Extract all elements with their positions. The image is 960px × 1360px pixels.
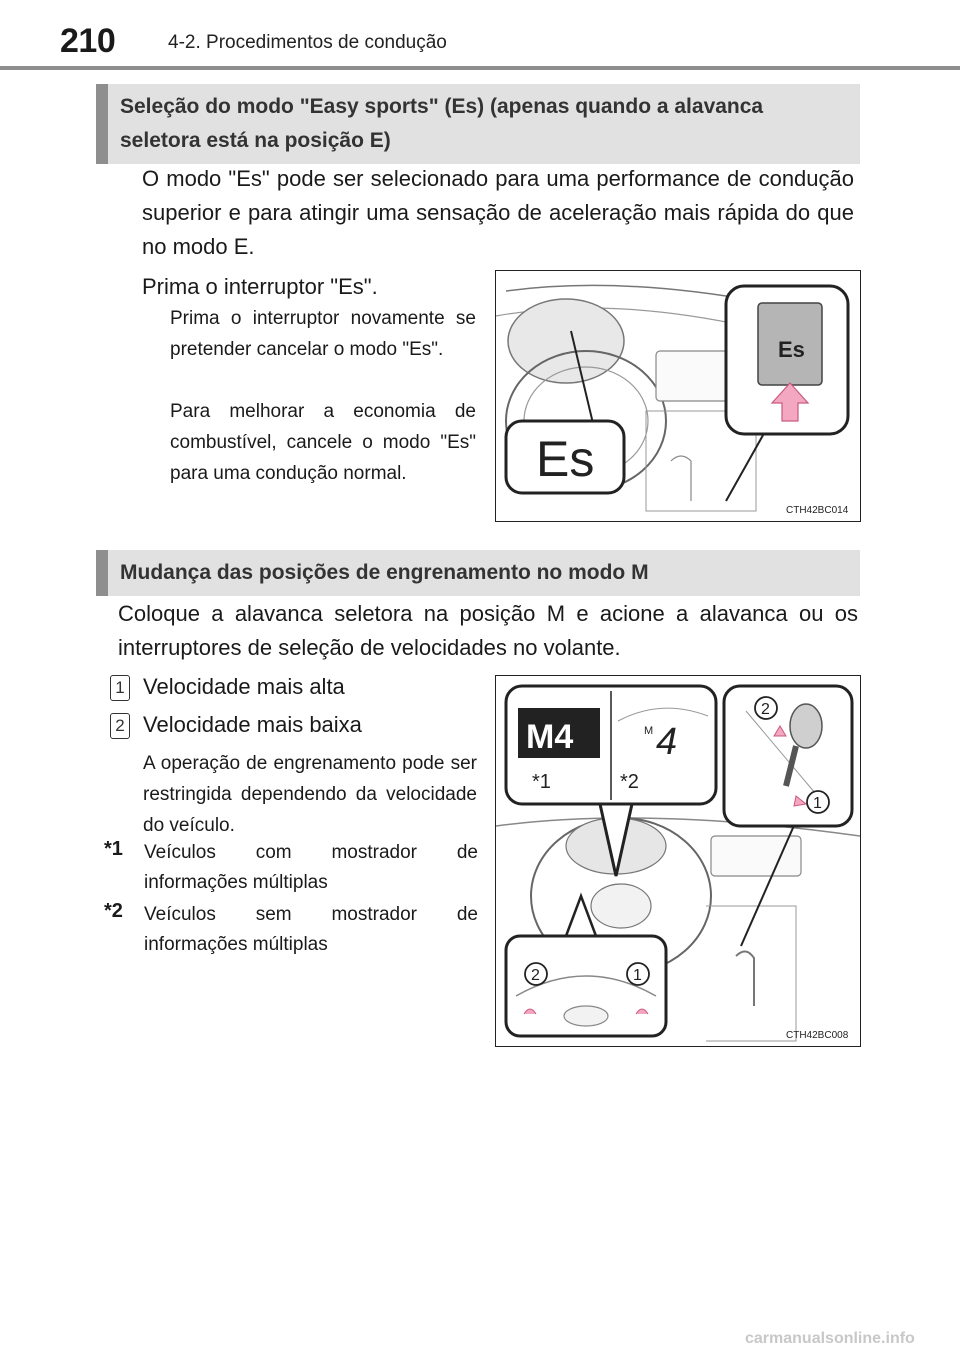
display-4-big: 4 <box>656 721 678 763</box>
display-m4: M4 <box>526 718 574 756</box>
gear-restriction-note: A operação de engrenamento pode ser restringida dependendo da velocidade do veículo. <box>143 753 477 836</box>
es-switch-label: Es <box>778 337 805 362</box>
star-2: *2 <box>620 771 639 793</box>
m-mode-paragraph: Coloque a alavanca seletora na posição M e acione a alavanca ou os interruptores de seleção de velocidades no volante. <box>118 601 858 660</box>
es-switch-illustration <box>496 271 860 521</box>
display-m-small: M <box>644 725 654 737</box>
item-label-higher-gear: Velocidade mais alta <box>143 674 345 699</box>
footnote-mark-2: *2 <box>104 900 123 922</box>
es-note-economy: Para melhorar a economia de combustível, cancele o modo "Es" para uma condução normal. <box>170 401 476 484</box>
item-number-1: 1 <box>110 675 130 701</box>
es-instruction: Prima o interruptor "Es". <box>142 274 378 299</box>
es-switch-figure <box>495 270 861 522</box>
figure-code: CTH42BC014 <box>786 505 849 516</box>
watermark: carmanualsonline.info <box>745 1330 915 1347</box>
paddle-callout-2: 2 <box>531 967 540 984</box>
footnote-text-1: Veículos com mostrador de informações múltiplas <box>144 842 478 893</box>
m-mode-illustration <box>496 676 860 1046</box>
star-1: *1 <box>532 771 551 793</box>
footnote-1 <box>104 838 478 893</box>
page-number: 210 <box>60 22 116 60</box>
footnote-2 <box>104 900 478 955</box>
header-rule <box>0 66 960 70</box>
figure-code: CTH42BC008 <box>786 1030 849 1041</box>
lever-callout-1: 1 <box>813 795 822 812</box>
footnote-text-2: Veículos sem mostrador de informações múltiplas <box>144 904 478 955</box>
item-number-2: 2 <box>110 713 130 739</box>
es-mode-paragraph: O modo "Es" pode ser selecionado para uma performance de condução superior e para atingir uma sensação de aceleração mais rápida do que no modo E. <box>142 166 854 259</box>
footnote-mark-1: *1 <box>104 838 123 860</box>
lever-callout-2: 2 <box>761 701 770 718</box>
item-label-lower-gear: Velocidade mais baixa <box>143 712 362 737</box>
es-indicator-label: Es <box>536 431 595 487</box>
es-note-cancel: Prima o interruptor novamente se pretender cancelar o modo "Es". <box>170 308 476 360</box>
section-heading-m-mode: Mudança das posições de engrenamento no modo M <box>96 550 860 596</box>
chapter-title: 4-2. Procedimentos de condução <box>168 32 447 53</box>
section-heading-es-mode: Seleção do modo "Easy sports" (Es) (apenas quando a alavanca seletora está na posição E) <box>96 84 860 164</box>
paddle-callout-1: 1 <box>633 967 642 984</box>
m-mode-figure <box>495 675 861 1047</box>
